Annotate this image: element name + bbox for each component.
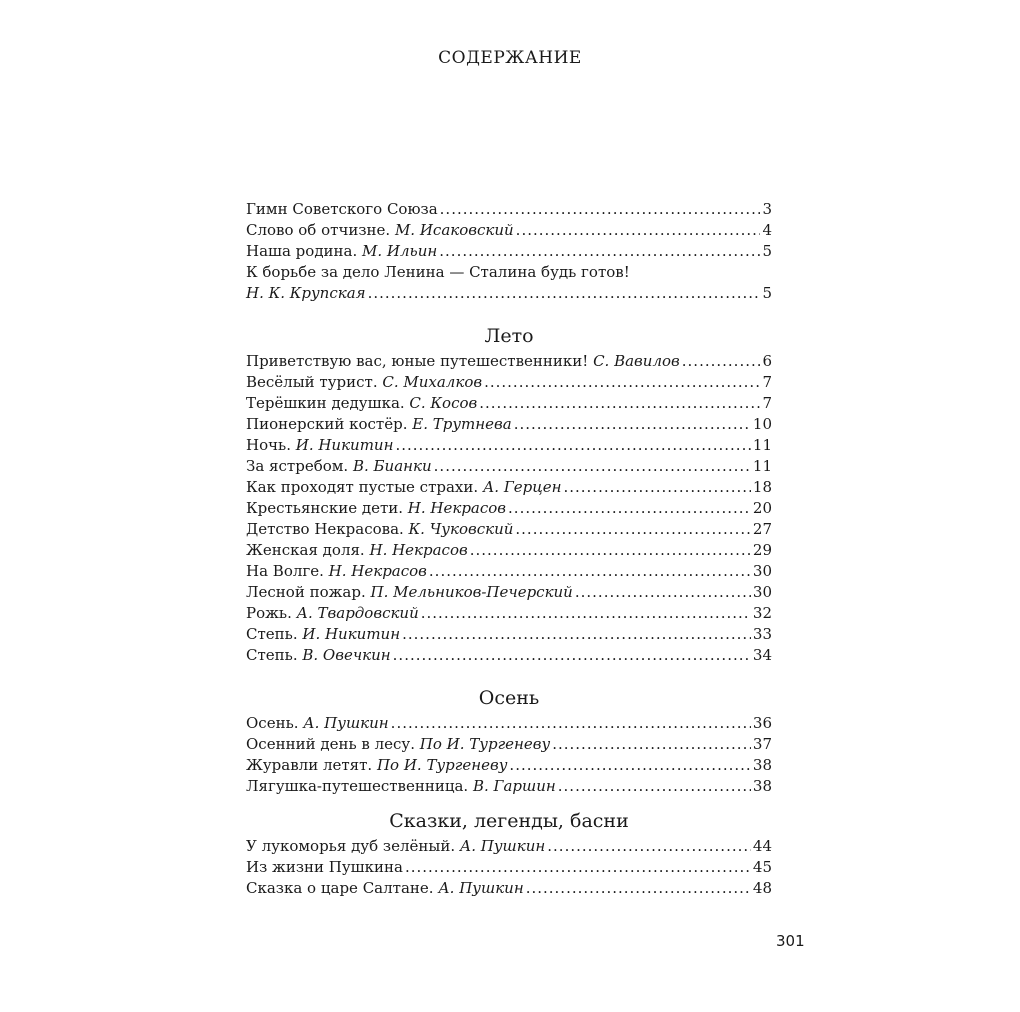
dot-leader — [439, 241, 760, 262]
entry-title: Журавли летят. — [246, 756, 377, 774]
entry-page-number: 34 — [752, 646, 772, 664]
entry-author: М. Исаковский — [394, 221, 514, 239]
dot-leader — [508, 498, 751, 519]
entry-page-number: 27 — [752, 520, 772, 538]
dot-leader — [479, 393, 760, 414]
toc-entry — [246, 561, 772, 582]
entry-title: Весёлый турист. — [246, 373, 383, 391]
toc-entry — [246, 624, 772, 645]
entry-page-number: 38 — [752, 777, 772, 795]
entry-page-number: 7 — [762, 373, 772, 391]
entry-page-number: 29 — [752, 541, 772, 559]
entry-title: Рожь. — [246, 604, 297, 622]
dot-leader — [682, 351, 761, 372]
toc-section-autumn — [246, 683, 772, 797]
entry-author: С. Вавилов — [593, 352, 680, 370]
entry-author: Н. Некрасов — [328, 562, 427, 580]
entry-title: Пионерский костёр. — [246, 415, 413, 433]
entry-title: Как проходят пустые страхи. — [246, 478, 483, 496]
entry-author: А. Герцен — [482, 478, 562, 496]
toc-entry — [246, 220, 772, 241]
entry-author: В. Бианки — [352, 457, 432, 475]
dot-leader — [516, 220, 761, 241]
entry-author: М. Ильин — [362, 242, 438, 260]
toc-entry — [246, 393, 772, 414]
entry-author: П. Мельников-Печерский — [370, 583, 573, 601]
toc-entry — [246, 836, 772, 857]
entry-title: Степь. — [246, 646, 303, 664]
entry-author: А. Пушкин — [438, 879, 524, 897]
entry-title: Из жизни Пушкина — [246, 858, 403, 876]
section-entries — [246, 351, 772, 666]
entry-page-number: 6 — [762, 352, 772, 370]
entry-title: Наша родина. — [246, 242, 363, 260]
dot-leader — [552, 734, 751, 755]
entry-page-number: 32 — [752, 604, 772, 622]
entry-title: Ночь. — [246, 436, 296, 454]
entry-author: В. Гаршин — [472, 777, 556, 795]
dot-leader — [470, 540, 751, 561]
entry-title: Крестьянские дети. — [246, 499, 408, 517]
toc-entry — [246, 372, 772, 393]
toc-section-tales — [246, 806, 772, 899]
toc-entry — [246, 351, 772, 372]
toc-entry — [246, 199, 772, 220]
entry-page-number: 20 — [752, 499, 772, 517]
entry-page-number: 3 — [762, 200, 772, 218]
entry-author: А. Пушкин — [303, 714, 389, 732]
entry-author: Н. Некрасов — [369, 541, 468, 559]
entry-title: Приветствую вас, юные путешественники! — [246, 352, 594, 370]
dot-leader — [395, 435, 750, 456]
entry-page-number: 30 — [752, 583, 772, 601]
dot-leader — [547, 836, 751, 857]
dot-leader — [391, 713, 751, 734]
entry-title: Степь. — [246, 625, 303, 643]
entry-title: Лягушка-путешественница. — [246, 777, 473, 795]
dot-leader — [402, 624, 751, 645]
dot-leader — [484, 372, 760, 393]
dot-leader — [440, 199, 761, 220]
entry-page-number: 36 — [752, 714, 772, 732]
entry-author: С. Михалков — [382, 373, 483, 391]
entry-author: А. Твардовский — [296, 604, 419, 622]
toc-entry — [246, 755, 772, 776]
dot-leader — [526, 878, 751, 899]
dot-leader — [514, 414, 751, 435]
entry-title: Осенний день в лесу. — [246, 735, 420, 753]
page-number: 301 — [776, 932, 805, 950]
entry-title: У лукоморья дуб зелёный. — [246, 837, 460, 855]
dot-leader — [368, 283, 761, 304]
entry-title: Терёшкин дедушка. — [246, 394, 410, 412]
toc-entry — [246, 713, 772, 734]
section-heading: Сказки, легенды, басни — [389, 810, 629, 832]
entry-author: Н. Некрасов — [407, 499, 507, 517]
entry-page-number: 5 — [762, 242, 772, 260]
dot-leader — [393, 645, 751, 666]
toc-entry — [246, 519, 772, 540]
section-entries — [246, 713, 772, 797]
section-heading: Осень — [478, 687, 540, 709]
entry-author: И. Никитин — [295, 436, 394, 454]
toc-entry — [246, 241, 772, 262]
toc-entry — [246, 645, 772, 666]
toc-entry — [246, 878, 772, 899]
toc-entry — [246, 435, 772, 456]
entry-author: И. Никитин — [302, 625, 401, 643]
entry-page-number: 38 — [752, 756, 772, 774]
entry-page-number: 37 — [752, 735, 772, 753]
entry-author: С. Косов — [409, 394, 478, 412]
entry-page-number: 5 — [762, 284, 772, 302]
dot-leader — [434, 456, 751, 477]
entry-page-number: 33 — [752, 625, 772, 643]
toc-entry — [246, 857, 772, 878]
entry-page-number: 10 — [752, 415, 772, 433]
toc-entry — [246, 498, 772, 519]
entry-title: Женская доля. — [246, 541, 370, 559]
toc-entry — [246, 734, 772, 755]
entry-title: Слово об отчизне. — [246, 221, 395, 239]
toc-entry — [246, 603, 772, 624]
entry-title: Гимн Советского Союза — [246, 200, 438, 218]
toc-entry — [246, 414, 772, 435]
entry-title-line: К борьбе за дело Ленина — Сталина будь готов! — [246, 263, 630, 281]
entry-page-number: 45 — [752, 858, 772, 876]
dot-leader — [429, 561, 751, 582]
toc-section-summer — [246, 321, 772, 666]
toc-entry — [246, 540, 772, 561]
entry-page-number: 4 — [762, 221, 772, 239]
dot-leader — [558, 776, 751, 797]
entry-page-number: 11 — [752, 436, 772, 454]
entry-page-number: 30 — [752, 562, 772, 580]
dot-leader — [515, 519, 751, 540]
toc-section-intro — [246, 199, 772, 304]
entry-title: Осень. — [246, 714, 304, 732]
entry-title: Лесной пожар. — [246, 583, 371, 601]
entry-author: К. Чуковский — [408, 520, 514, 538]
entry-title: Сказка о царе Салтане. — [246, 879, 439, 897]
section-entries — [246, 836, 772, 899]
entry-title: На Волге. — [246, 562, 329, 580]
entry-author: В. Овечкин — [302, 646, 391, 664]
entry-page-number: 18 — [752, 478, 772, 496]
page-title: СОДЕРЖАНИЕ — [438, 48, 582, 68]
entry-page-number: 44 — [752, 837, 772, 855]
entry-author: А. Пушкин — [459, 837, 546, 855]
dot-leader — [509, 755, 750, 776]
dot-leader — [405, 857, 751, 878]
section-heading: Лето — [484, 325, 534, 347]
entry-author: Е. Трутнева — [412, 415, 512, 433]
dot-leader — [575, 582, 751, 603]
toc-entry — [246, 776, 772, 797]
toc-entry — [246, 456, 772, 477]
entry-page-number: 11 — [752, 457, 772, 475]
toc-entry — [246, 582, 772, 603]
dot-leader — [421, 603, 751, 624]
entry-title: За ястребом. — [246, 457, 353, 475]
dot-leader — [563, 477, 750, 498]
entry-title: Детство Некрасова. — [246, 520, 409, 538]
toc-entry — [246, 283, 772, 304]
entry-author: По И. Тургеневу — [419, 735, 551, 753]
entry-page-number: 48 — [752, 879, 772, 897]
toc-entry — [246, 477, 772, 498]
entry-author: По И. Тургеневу — [376, 756, 508, 774]
entry-author: Н. К. Крупская — [246, 284, 366, 302]
entry-page-number: 7 — [762, 394, 772, 412]
